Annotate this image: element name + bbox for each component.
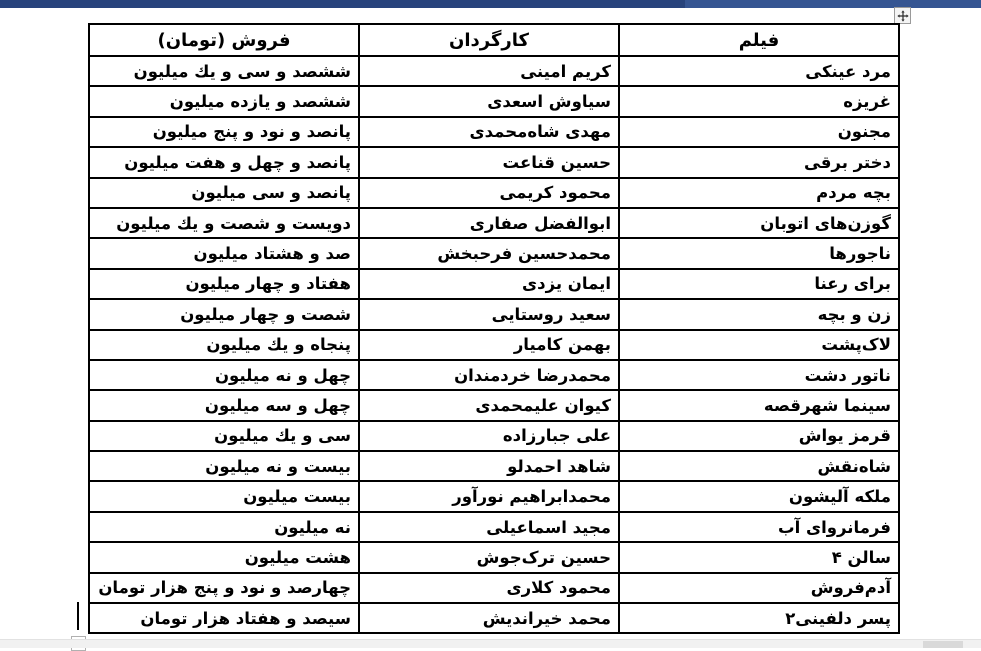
film-cell[interactable]: ناجورها <box>619 238 899 268</box>
director-cell[interactable]: محمد خیراندیش <box>359 603 619 633</box>
film-cell[interactable]: غریزه <box>619 86 899 116</box>
director-cell[interactable]: شاهد احمدلو <box>359 451 619 481</box>
table-row <box>89 86 899 116</box>
film-cell[interactable]: مجنون <box>619 117 899 147</box>
director-cell[interactable]: بهمن کامیار <box>359 330 619 360</box>
sales-cell[interactable]: دویست و شصت و یك میلیون <box>89 208 359 238</box>
sales-cell[interactable]: هشت میلیون <box>89 542 359 572</box>
table-row <box>89 542 899 572</box>
film-cell[interactable]: قرمز یواش <box>619 421 899 451</box>
sales-cell[interactable]: پانصد و سی میلیون <box>89 178 359 208</box>
table-body <box>89 56 899 633</box>
scrollbar-thumb[interactable] <box>923 641 963 648</box>
move-arrows-icon <box>897 10 909 22</box>
table-row <box>89 269 899 299</box>
table-row <box>89 360 899 390</box>
sales-cell[interactable]: هفتاد و چهار میلیون <box>89 269 359 299</box>
titlebar-segment-left <box>0 0 685 8</box>
sales-cell[interactable]: بیست میلیون <box>89 481 359 511</box>
film-cell[interactable]: آدم‌فروش <box>619 573 899 603</box>
director-cell[interactable]: محمود کریمی <box>359 178 619 208</box>
director-cell[interactable]: محمدحسین فرحبخش <box>359 238 619 268</box>
sales-cell[interactable]: چهل و سه میلیون <box>89 390 359 420</box>
director-cell[interactable]: حسین ترک‌جوش <box>359 542 619 572</box>
sales-cell[interactable]: ششصد و سی و یك میلیون <box>89 56 359 86</box>
table-row <box>89 390 899 420</box>
film-cell[interactable]: زن و بچه <box>619 299 899 329</box>
table-row <box>89 238 899 268</box>
horizontal-scrollbar[interactable] <box>0 639 981 648</box>
sales-cell[interactable]: شصت و چهار میلیون <box>89 299 359 329</box>
sales-cell[interactable]: بیست و نه میلیون <box>89 451 359 481</box>
table-row <box>89 573 899 603</box>
director-cell[interactable]: علی جبارزاده <box>359 421 619 451</box>
table-row <box>89 512 899 542</box>
table-row <box>89 451 899 481</box>
film-cell[interactable]: ناتور دشت <box>619 360 899 390</box>
table-row <box>89 421 899 451</box>
titlebar-segment-right <box>685 0 981 8</box>
header-row <box>89 24 899 56</box>
director-cell[interactable]: ابوالفضل صفاری <box>359 208 619 238</box>
column-header-director[interactable]: کارگردان <box>359 24 619 56</box>
table-row <box>89 56 899 86</box>
film-cell[interactable]: برای رعنا <box>619 269 899 299</box>
film-cell[interactable]: گوزن‌های اتوبان <box>619 208 899 238</box>
director-cell[interactable]: محمدابراهیم نورآور <box>359 481 619 511</box>
film-cell[interactable]: لاک‌پشت <box>619 330 899 360</box>
film-cell[interactable]: پسر دلفینی۲ <box>619 603 899 633</box>
column-header-sales[interactable]: فروش (تومان) <box>89 24 359 56</box>
director-cell[interactable]: مهدی شاه‌محمدی <box>359 117 619 147</box>
film-cell[interactable]: دختر برقی <box>619 147 899 177</box>
director-cell[interactable]: محمدرضا خردمندان <box>359 360 619 390</box>
table-row <box>89 117 899 147</box>
sales-cell[interactable]: سیصد و هفتاد هزار تومان <box>89 603 359 633</box>
director-cell[interactable]: محمود کلاری <box>359 573 619 603</box>
sales-cell[interactable]: چهل و نه میلیون <box>89 360 359 390</box>
sales-cell[interactable]: پانصد و چهل و هفت میلیون <box>89 147 359 177</box>
director-cell[interactable]: ایمان یزدی <box>359 269 619 299</box>
films-sales-table <box>88 23 900 634</box>
table-row <box>89 299 899 329</box>
sales-cell[interactable]: نه میلیون <box>89 512 359 542</box>
table-row <box>89 208 899 238</box>
table-row <box>89 147 899 177</box>
sales-cell[interactable]: صد و هشتاد میلیون <box>89 238 359 268</box>
film-cell[interactable]: مرد عینکی <box>619 56 899 86</box>
table-row <box>89 178 899 208</box>
director-cell[interactable]: مجید اسماعیلی <box>359 512 619 542</box>
film-cell[interactable]: فرمانروای آب <box>619 512 899 542</box>
film-cell[interactable]: سالن ۴ <box>619 542 899 572</box>
table-row <box>89 330 899 360</box>
film-cell[interactable]: شاه‌نقش <box>619 451 899 481</box>
sales-cell[interactable]: چهارصد و نود و پنج هزار تومان <box>89 573 359 603</box>
sales-cell[interactable]: ششصد و یازده میلیون <box>89 86 359 116</box>
film-cell[interactable]: سینما شهرقصه <box>619 390 899 420</box>
table-move-handle-icon[interactable] <box>894 7 911 24</box>
film-cell[interactable]: بچه مردم <box>619 178 899 208</box>
director-cell[interactable]: کیوان علیمحمدی <box>359 390 619 420</box>
sales-cell[interactable]: سی و یك میلیون <box>89 421 359 451</box>
column-header-film[interactable]: فیلم <box>619 24 899 56</box>
sales-cell[interactable]: پنجاه و یك میلیون <box>89 330 359 360</box>
director-cell[interactable]: سیاوش اسعدی <box>359 86 619 116</box>
text-cursor <box>77 602 79 630</box>
table-row <box>89 481 899 511</box>
director-cell[interactable]: سعید روستایی <box>359 299 619 329</box>
film-cell[interactable]: ملکه آلیشون <box>619 481 899 511</box>
director-cell[interactable]: حسین قناعت <box>359 147 619 177</box>
director-cell[interactable]: کریم امینی <box>359 56 619 86</box>
sales-cell[interactable]: پانصد و نود و پنج میلیون <box>89 117 359 147</box>
table-row <box>89 603 899 633</box>
window-titlebar <box>0 0 981 8</box>
